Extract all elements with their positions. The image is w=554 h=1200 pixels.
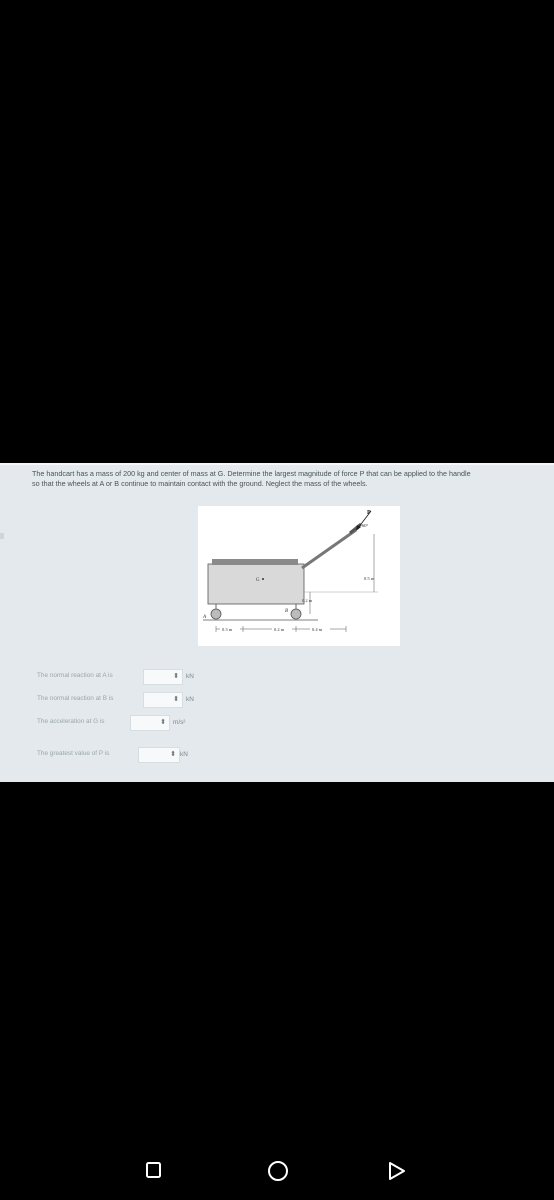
- problem-statement: [32, 469, 552, 488]
- circle-icon: [266, 1159, 290, 1183]
- question-label: The normal reaction at B is: [37, 695, 114, 702]
- question-row: [37, 747, 217, 763]
- select-arrow-icon: ⬍: [170, 751, 176, 758]
- select-arrow-icon: ⬍: [173, 696, 179, 703]
- unit-label: kN: [186, 696, 194, 703]
- cart-body: [208, 564, 304, 604]
- home-button[interactable]: [266, 1159, 290, 1183]
- label-g: G: [256, 578, 260, 583]
- unit-label: kN: [180, 751, 188, 758]
- question-row: [37, 692, 217, 708]
- dim-axle-height: 0.2 m: [302, 598, 313, 603]
- question-row: [37, 715, 217, 731]
- handcart-figure: [198, 506, 400, 646]
- navigation-bar: [0, 1140, 554, 1200]
- center-of-mass-dot: [262, 578, 264, 580]
- dim-handle-height: 0.5 m: [364, 576, 375, 581]
- label-b: B: [285, 609, 289, 614]
- square-icon: [144, 1160, 164, 1180]
- cart-load: [212, 559, 298, 565]
- label-a: A: [203, 615, 207, 620]
- dim-c: 0.4 m: [312, 627, 323, 632]
- panel-top-border: [0, 463, 554, 465]
- recents-button[interactable]: [144, 1160, 164, 1180]
- question-label: The normal reaction at A is: [37, 672, 113, 679]
- question-label: The acceleration at G is: [37, 718, 105, 725]
- cart-handle: [302, 530, 356, 568]
- wheel-a: [211, 609, 221, 619]
- angle-label: 60°: [362, 523, 369, 528]
- side-marker: [0, 533, 4, 539]
- answer-select[interactable]: [143, 692, 183, 708]
- question-row: [37, 669, 217, 685]
- answer-select[interactable]: [143, 669, 183, 685]
- unit-label: kN: [186, 673, 194, 680]
- answer-select[interactable]: [130, 715, 170, 731]
- select-arrow-icon: ⬍: [173, 673, 179, 680]
- dim-a: 0.3 m: [222, 627, 233, 632]
- wheel-b: [291, 609, 301, 619]
- problem-line-1: The handcart has a mass of 200 kg and center of mass at G. Determine the largest magnitude of force P that can be applied to the handle: [32, 469, 471, 478]
- force-label: P: [367, 510, 371, 516]
- handcart-diagram: [198, 506, 400, 646]
- dim-b: 0.2 m: [274, 627, 285, 632]
- question-label: The greatest value of P is: [37, 750, 110, 757]
- answer-select[interactable]: [138, 747, 180, 763]
- unit-label: m/s²: [173, 719, 186, 726]
- select-arrow-icon: ⬍: [160, 719, 166, 726]
- problem-line-2: so that the wheels at A or B continue to maintain contact with the ground. Neglect the mass of the wheels.: [32, 478, 368, 488]
- back-button[interactable]: [386, 1160, 408, 1182]
- triangle-icon: [386, 1160, 408, 1182]
